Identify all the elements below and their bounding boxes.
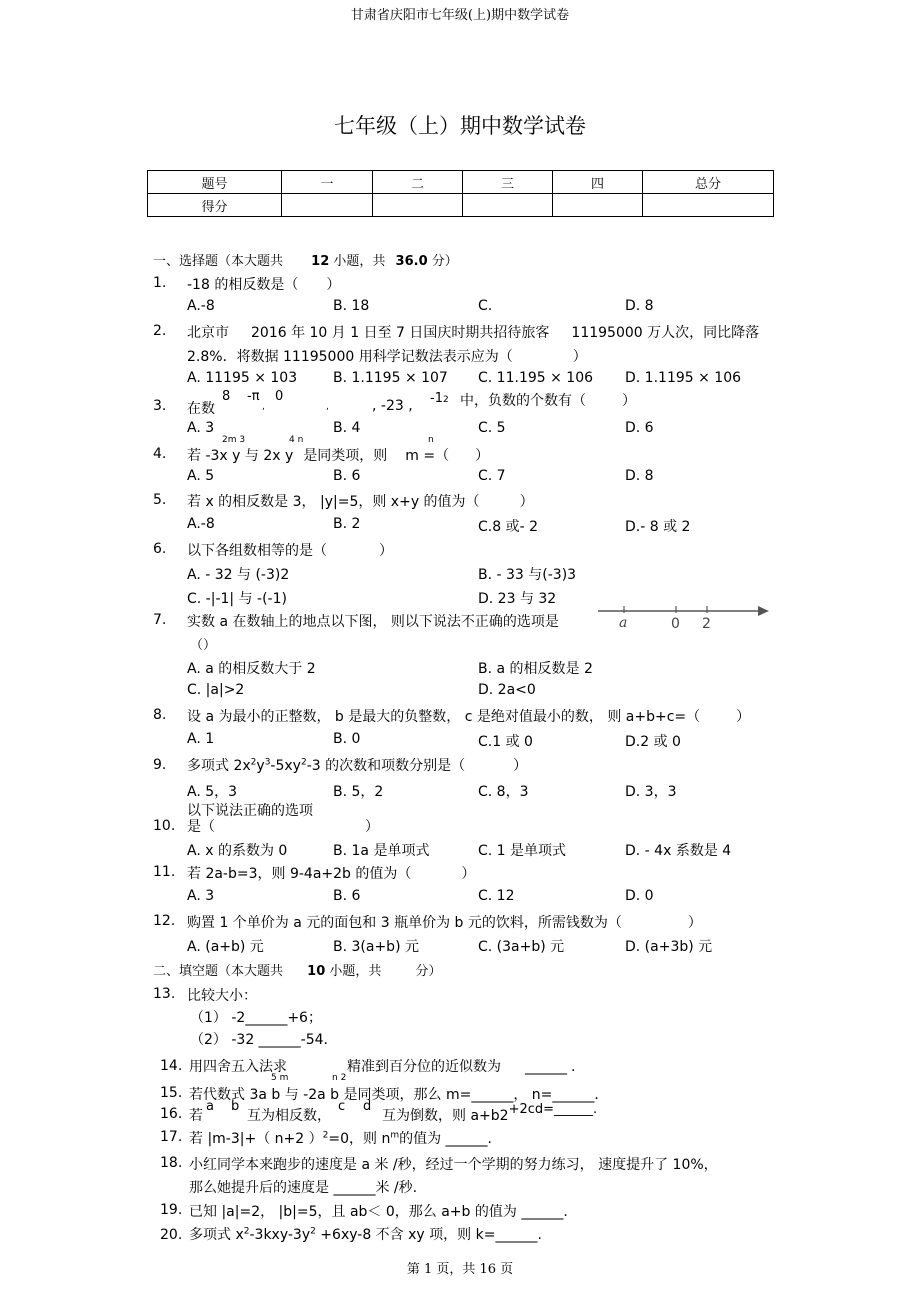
- section-heading-2: 二、填空题（本大题共 10 小题，共 分）: [153, 964, 442, 979]
- question-text: 设 a 为最小的正整数， b 是最大的负整数， c 是绝对值最小的数， 则 a+b+c=（ ）: [187, 709, 751, 725]
- superscript: 4 n: [289, 435, 304, 445]
- option-c[interactable]: C. |a|>2: [187, 682, 245, 698]
- question-text: 互为倒数，则 a+b2+2cd=______.: [382, 1102, 598, 1124]
- option-b[interactable]: B. 1a 是单项式: [333, 843, 430, 859]
- question-number: 20.: [160, 1227, 183, 1243]
- math-value: ,: [262, 402, 265, 412]
- axis-label-a: a: [619, 615, 628, 630]
- question-text: -18 的相反数是（ ）: [187, 277, 341, 293]
- option-b[interactable]: B. a 的相反数是 2: [478, 661, 593, 677]
- question-text: （1） -2______+6；: [190, 1010, 322, 1026]
- table-cell[interactable]: [553, 194, 643, 217]
- question-text: 北京市 2016 年 10 月 1 日至 7 日国庆时期共招待旅客 11195000 万人次，同比降落: [187, 325, 760, 341]
- option-c[interactable]: C. 5: [478, 420, 506, 436]
- option-a[interactable]: A. 11195 × 103: [187, 370, 298, 386]
- table-cell: 一: [282, 171, 373, 194]
- math-value: -π: [247, 389, 260, 404]
- table-cell[interactable]: [373, 194, 463, 217]
- option-a[interactable]: A. 3: [187, 420, 215, 436]
- option-d[interactable]: D.2 或 0: [625, 734, 681, 750]
- option-d[interactable]: D. 3，3: [625, 784, 677, 800]
- option-b[interactable]: B. 2: [333, 516, 361, 532]
- question-text: 以下各组数相等的是（ ）: [187, 543, 393, 559]
- option-c[interactable]: C. 1 是单项式: [478, 843, 567, 859]
- option-b[interactable]: B. 6: [333, 888, 361, 904]
- option-d[interactable]: D. 23 与 32: [478, 591, 557, 607]
- question-text: 互为相反数，: [247, 1108, 331, 1124]
- section-heading-1: 一、选择题（本大题共 12 小题，共 36.0 分）: [153, 254, 458, 269]
- question-text: 购置 1 个单价为 a 元的面包和 3 瓶单价为 b 元的饮料，所需钱数为（ ）: [187, 915, 702, 931]
- option-d[interactable]: D. 8: [625, 468, 654, 484]
- question-text: 在数: [187, 401, 215, 417]
- math-value: 0: [275, 389, 284, 404]
- page-footer: 第 1 页，共 16 页: [406, 1262, 514, 1277]
- option-d[interactable]: D. - 4x 系数是 4: [625, 843, 732, 859]
- option-a[interactable]: A.-8: [187, 516, 215, 532]
- page-title: 七年级（上）期中数学试卷: [334, 114, 586, 138]
- option-d[interactable]: D.- 8 或 2: [625, 519, 691, 535]
- question-number: 17.: [160, 1129, 183, 1145]
- superscript: 5 m: [271, 1073, 289, 1083]
- page-header: 甘肃省庆阳市七年级(上)期中数学试卷: [350, 8, 570, 23]
- option-d[interactable]: D. 1.1195 × 106: [625, 370, 742, 386]
- option-b[interactable]: B. 3(a+b) 元: [333, 939, 419, 955]
- option-a[interactable]: A. 5，3: [187, 784, 238, 800]
- superscript: n: [428, 435, 434, 445]
- math-value: a: [206, 1099, 214, 1114]
- question-number: 11.: [153, 864, 176, 880]
- option-a[interactable]: A. 5: [187, 468, 215, 484]
- option-c[interactable]: C. 11.195 × 106: [478, 370, 594, 386]
- question-text: 是（ ）: [187, 819, 379, 835]
- math-value: , -23 ,: [372, 398, 413, 414]
- number-line: [598, 600, 770, 630]
- table-cell[interactable]: [282, 194, 373, 217]
- question-text: 若代数式 3a b 与 -2a b 是同类项，那么 m=______， n=______．: [189, 1087, 609, 1103]
- question-text: 若 x 的相反数是 3， |y|=5，则 x+y 的值为（ ）: [187, 494, 534, 510]
- question-number: 3.: [153, 398, 167, 414]
- question-text: 若: [189, 1108, 203, 1124]
- question-number: 4.: [153, 446, 167, 462]
- question-number: 7.: [153, 612, 167, 628]
- option-d[interactable]: D. 2a<0: [478, 682, 536, 698]
- question-text: 多项式 $x^2-3kxy-3y^2 +6xy-8$ 不含 xy 项，则 k=______.: [189, 1226, 542, 1243]
- question-number: 8.: [153, 707, 167, 723]
- question-number: 12.: [153, 913, 176, 929]
- question-text: 小红同学本来跑步的速度是 a 米 /秒，经过一个学期的努力练习， 速度提升了 10%，: [189, 1157, 718, 1173]
- option-b[interactable]: B. 5，2: [333, 784, 384, 800]
- question-text: 以下说法正确的选项: [187, 803, 313, 819]
- option-d[interactable]: D. 0: [625, 888, 654, 904]
- option-a[interactable]: A. (a+b) 元: [187, 939, 264, 955]
- math-value: c: [338, 1099, 346, 1114]
- question-text: 若 2a-b=3，则 9-4a+2b 的值为（ ）: [187, 866, 476, 882]
- option-c[interactable]: C. 8，3: [478, 784, 529, 800]
- question-number: 14.: [160, 1058, 183, 1074]
- question-text: 已知 |a|=2， |b|=5，且 ab＜ 0，那么 a+b 的值为 ______.: [189, 1204, 568, 1220]
- question-number: 19.: [160, 1202, 183, 1218]
- math-value: ,: [326, 402, 329, 412]
- table-row: [148, 194, 774, 217]
- option-a[interactable]: A. a 的相反数大于 2: [187, 661, 316, 677]
- table-row: [148, 171, 774, 194]
- option-b[interactable]: B. 6: [333, 468, 361, 484]
- superscript: 2m 3: [222, 435, 246, 445]
- table-cell: 二: [373, 171, 463, 194]
- option-a[interactable]: A.-8: [187, 298, 215, 314]
- superscript: n 2: [332, 1073, 347, 1083]
- question-number: 18.: [160, 1155, 183, 1171]
- score-table: [147, 170, 774, 217]
- option-c[interactable]: C. -|-1| 与 -(-1): [187, 591, 287, 607]
- question-text: 多项式 $2x^2y^3-5xy^2-3$ 的次数和项数分别是（ ）: [187, 757, 528, 774]
- table-cell: 得分: [148, 194, 282, 217]
- question-number: 1.: [153, 275, 167, 291]
- table-cell: 三: [463, 171, 553, 194]
- option-c[interactable]: C. (3a+b) 元: [478, 939, 565, 955]
- math-value: -12: [430, 391, 449, 406]
- question-number: 5.: [153, 492, 167, 508]
- option-a[interactable]: A. - 32 与 (-3)2: [187, 567, 290, 583]
- option-c[interactable]: C. 12: [478, 888, 515, 904]
- question-text: 比较大小：: [187, 988, 257, 1004]
- axis-label-0: 0: [671, 616, 680, 630]
- option-b[interactable]: B. 4: [333, 420, 361, 436]
- table-cell: 题号: [148, 171, 282, 194]
- question-text: 实数 a 在数轴上的地点以下图， 则以下说法不正确的选项是: [187, 614, 559, 630]
- option-d[interactable]: D. 6: [625, 420, 654, 436]
- table-cell[interactable]: [643, 194, 774, 217]
- table-cell[interactable]: [463, 194, 553, 217]
- question-number: 6.: [153, 541, 167, 557]
- math-value: 8: [222, 389, 231, 404]
- option-a[interactable]: A. x 的系数为 0: [187, 843, 288, 859]
- option-d[interactable]: D. (a+3b) 元: [625, 939, 713, 955]
- table-cell: 总分: [643, 171, 774, 194]
- question-text: 用四舍五入法求 精准到百分位的近似数为 ______ .: [189, 1059, 576, 1075]
- axis-label-2: 2: [702, 616, 711, 630]
- question-text: （）: [190, 638, 217, 653]
- question-text: 若 |m-3|+（ n+2 ）$^2$=0，则 $n^m$的值为 ______.: [189, 1130, 493, 1147]
- question-text: 中，负数的个数有（ ）: [460, 393, 636, 409]
- option-b[interactable]: B. 1.1195 × 107: [333, 370, 448, 386]
- option-a[interactable]: A. 1: [187, 731, 215, 747]
- question-number: 10.: [153, 818, 176, 834]
- question-number: 13.: [153, 986, 176, 1002]
- question-number: 15.: [160, 1085, 183, 1101]
- option-c[interactable]: C.1 或 0: [478, 734, 533, 750]
- option-b[interactable]: B. 0: [333, 731, 361, 747]
- question-text: 2.8%．将数据 11195000 用科学记数法表示应为（ ）: [187, 349, 587, 365]
- question-text: 若 -3x y 与 2x y 是同类项，则 m =（ ）: [187, 448, 490, 464]
- table-cell: 四: [553, 171, 643, 194]
- question-text: （2） -32 ______-54．: [190, 1032, 338, 1048]
- math-value: b: [231, 1099, 240, 1114]
- question-text: 那么她提升后的速度是 ______米 /秒.: [189, 1180, 418, 1196]
- option-c[interactable]: C.8 或- 2: [478, 519, 538, 535]
- option-d[interactable]: D. 8: [625, 298, 654, 314]
- question-number: 16.: [160, 1106, 183, 1122]
- option-c[interactable]: C.: [478, 298, 493, 314]
- math-value: d: [363, 1099, 372, 1114]
- question-number: 2.: [153, 323, 167, 339]
- question-number: 9.: [153, 757, 167, 773]
- option-c[interactable]: C. 7: [478, 468, 506, 484]
- option-b[interactable]: B. 18: [333, 298, 370, 314]
- option-a[interactable]: A. 3: [187, 888, 215, 904]
- option-b[interactable]: B. - 33 与(-3)3: [478, 567, 577, 583]
